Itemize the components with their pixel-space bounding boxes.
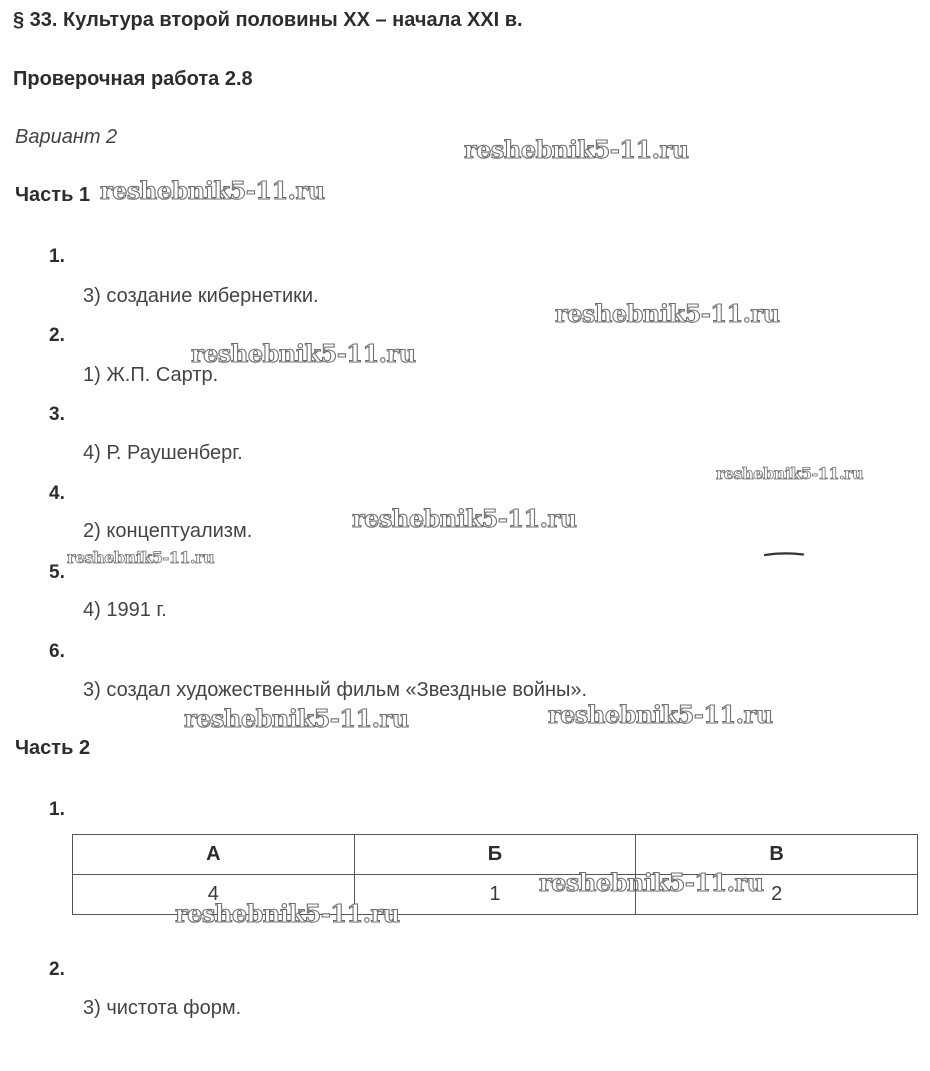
table-cell: 2 <box>636 875 918 915</box>
part2-question-number: 2. <box>49 959 65 980</box>
watermark: reshebnik5-11.ru <box>67 548 215 567</box>
part1-question-number: 2. <box>49 325 65 346</box>
part1-answer: 3) создал художественный фильм «Звездные войны». <box>83 679 588 701</box>
part1-answer: 1) Ж.П. Сартр. <box>83 364 219 386</box>
watermark: reshebnik5-11.ru <box>184 704 409 733</box>
watermark: reshebnik5-11.ru <box>175 899 400 928</box>
watermark: reshebnik5-11.ru <box>716 464 864 483</box>
variant-label: Вариант 2 <box>15 126 118 148</box>
test-subtitle: Проверочная работа 2.8 <box>13 68 253 90</box>
table-header-cell: Б <box>354 835 636 875</box>
watermark: reshebnik5-11.ru <box>464 135 689 164</box>
watermark: reshebnik5-11.ru <box>548 700 773 729</box>
answer-table <box>72 834 918 915</box>
table-header-cell: А <box>73 835 355 875</box>
part1-question-number: 1. <box>49 246 65 267</box>
part1-answer: 3) создание кибернетики. <box>83 285 319 307</box>
watermark: reshebnik5-11.ru <box>352 504 577 533</box>
part1-question-number: 3. <box>49 404 65 425</box>
watermark: reshebnik5-11.ru <box>191 339 416 368</box>
part1-heading: Часть 1 <box>15 184 91 206</box>
part1-answer: 4) 1991 г. <box>83 599 167 621</box>
watermark: reshebnik5-11.ru <box>539 868 764 897</box>
part1-answer: 2) концептуализм. <box>83 520 253 542</box>
part1-question-number: 5. <box>49 562 65 583</box>
page-title: § 33. Культура второй половины XX – начала XXI в. <box>13 9 523 31</box>
part1-answer: 4) Р. Раушенберг. <box>83 442 243 464</box>
table-header-cell: В <box>636 835 918 875</box>
part2-heading: Часть 2 <box>15 737 91 759</box>
part2-question-number: 1. <box>49 799 65 820</box>
table-row <box>73 875 918 915</box>
part1-question-number: 4. <box>49 483 65 504</box>
scribble-mark <box>764 552 804 557</box>
table-cell: 1 <box>354 875 636 915</box>
table-header-row <box>73 835 918 875</box>
watermark: reshebnik5-11.ru <box>100 176 325 205</box>
table-cell: 4 <box>73 875 355 915</box>
part1-question-number: 6. <box>49 641 65 662</box>
watermark: reshebnik5-11.ru <box>555 299 780 328</box>
part2-answer: 3) чистота форм. <box>83 997 242 1019</box>
